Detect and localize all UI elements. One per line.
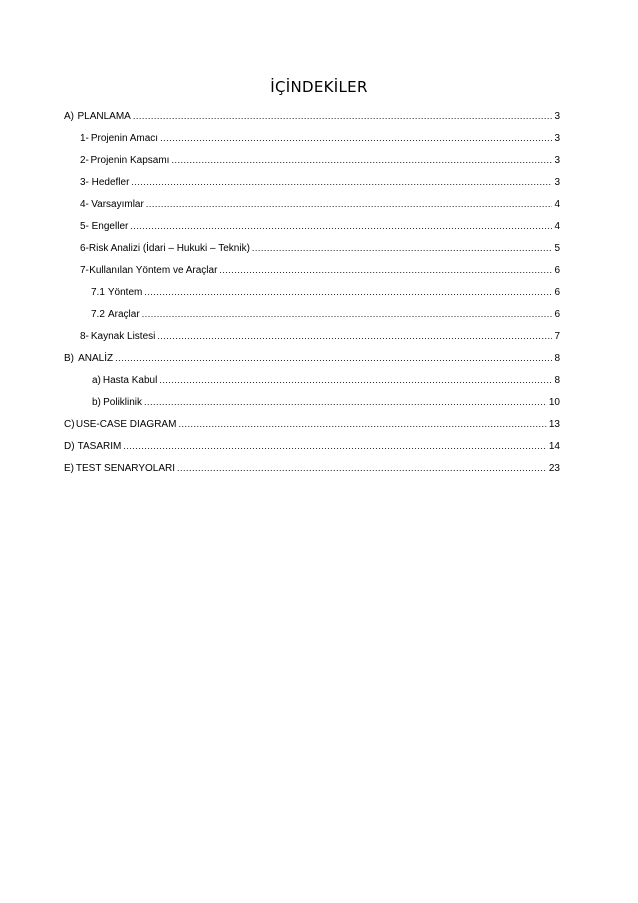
toc-entry-label: Varsayımlar — [91, 199, 144, 210]
toc-entry-number: 5- — [80, 221, 89, 232]
toc-dot-leader — [142, 306, 553, 322]
toc-entry-label: Kullanılan Yöntem ve Araçlar — [89, 265, 218, 276]
toc-entry-number: E) — [64, 463, 74, 474]
toc-entry-label: Poliklinik — [103, 397, 143, 408]
toc-entry-label: TASARIM — [77, 441, 122, 452]
toc-entry-page: 3 — [554, 177, 560, 188]
toc-entry-number: 8- — [80, 331, 89, 342]
toc-dot-leader — [144, 284, 552, 300]
toc-entry-label: PLANLAMA — [77, 111, 131, 122]
toc-entry[interactable] — [80, 152, 560, 168]
toc-entry[interactable] — [80, 218, 560, 234]
toc-dot-leader — [131, 174, 552, 190]
toc-entry[interactable] — [64, 108, 560, 124]
toc-entry-number: 4- — [80, 199, 89, 210]
toc-entry[interactable] — [92, 372, 560, 388]
toc-dot-leader — [130, 218, 552, 234]
toc-entry-label: Kaynak Listesi — [90, 331, 156, 342]
toc-dot-leader — [178, 416, 546, 432]
toc-entry-page: 3 — [554, 133, 560, 144]
toc-dot-leader — [252, 240, 553, 256]
toc-entry-page: 23 — [548, 463, 560, 474]
toc-entry[interactable] — [80, 196, 560, 212]
toc-entry-number: D) — [64, 441, 75, 452]
toc-entry-page: 7 — [554, 331, 560, 342]
toc-entry-number: 1- — [80, 133, 89, 144]
toc-entry-page: 6 — [554, 309, 560, 320]
toc-entry-number: b) — [92, 397, 101, 408]
toc-entry[interactable] — [64, 416, 560, 432]
toc-dot-leader — [160, 130, 552, 146]
toc-entry-number: 7.2 — [91, 309, 105, 320]
toc-entry[interactable] — [64, 460, 560, 476]
toc-dot-leader — [177, 460, 547, 476]
toc-entry[interactable] — [91, 284, 560, 300]
toc-entry-label: TEST SENARYOLARI — [75, 463, 176, 474]
toc-entry-page: 8 — [554, 353, 560, 364]
toc-entry-page: 10 — [548, 397, 560, 408]
toc-entry-number: 7.1 — [91, 287, 105, 298]
toc-entry-page: 13 — [548, 419, 560, 430]
toc-entry[interactable] — [92, 394, 560, 410]
toc-entry-page: 4 — [554, 199, 560, 210]
toc-dot-leader — [146, 196, 553, 212]
toc-dot-leader — [123, 438, 547, 454]
toc-entry-number: 3- — [80, 177, 89, 188]
toc-entry-number: A) — [64, 111, 74, 122]
toc-entry-label: Yöntem — [107, 287, 143, 298]
toc-entry[interactable] — [64, 350, 560, 366]
toc-entry-label: Araçlar — [108, 309, 140, 320]
toc-entry-page: 8 — [554, 375, 560, 386]
toc-dot-leader — [219, 262, 552, 278]
toc-entry-page: 3 — [554, 111, 560, 122]
toc-entry-page: 6 — [554, 265, 560, 276]
toc-dot-leader — [133, 108, 553, 124]
toc-entry[interactable] — [80, 130, 560, 146]
toc-entry-number: 7- — [80, 265, 89, 276]
toc-title: İÇİNDEKİLER — [270, 78, 368, 96]
toc-entry-label: Projenin Kapsamı — [90, 155, 170, 166]
toc-entry[interactable] — [64, 438, 560, 454]
toc-entry[interactable] — [80, 174, 560, 190]
toc-entry-label: ANALİZ — [78, 353, 114, 364]
toc-entry-label: Hedefler — [91, 177, 130, 188]
toc-entry-page: 4 — [554, 221, 560, 232]
toc-dot-leader — [144, 394, 547, 410]
toc-entry-label: Engeller — [91, 221, 129, 232]
toc-dot-leader — [157, 328, 552, 344]
toc-entry-page: 6 — [554, 287, 560, 298]
toc-dot-leader — [115, 350, 552, 366]
toc-entry-label: Risk Analizi (İdari – Hukuki – Teknik) — [88, 243, 250, 254]
toc-entry-number: 2- — [80, 155, 89, 166]
toc-dot-leader — [159, 372, 552, 388]
toc-entry-number: 6- — [80, 243, 89, 254]
toc-entry-page: 14 — [548, 441, 560, 452]
toc-entry[interactable] — [80, 240, 560, 256]
toc-entry-label: USE-CASE DIAGRAM — [75, 419, 177, 430]
toc-entry-label: Hasta Kabul — [102, 375, 158, 386]
toc-entry[interactable] — [80, 262, 560, 278]
toc-entry-page: 5 — [554, 243, 560, 254]
toc-dot-leader — [171, 152, 552, 168]
toc-entry-label: Projenin Amacı — [90, 133, 159, 144]
toc-entry-number: C) — [64, 419, 75, 430]
toc-entry[interactable] — [91, 306, 560, 322]
toc-entry-number: B) — [64, 353, 74, 364]
toc-entry-number: a) — [92, 375, 101, 386]
toc-entry-page: 3 — [554, 155, 560, 166]
toc-entry[interactable] — [80, 328, 560, 344]
